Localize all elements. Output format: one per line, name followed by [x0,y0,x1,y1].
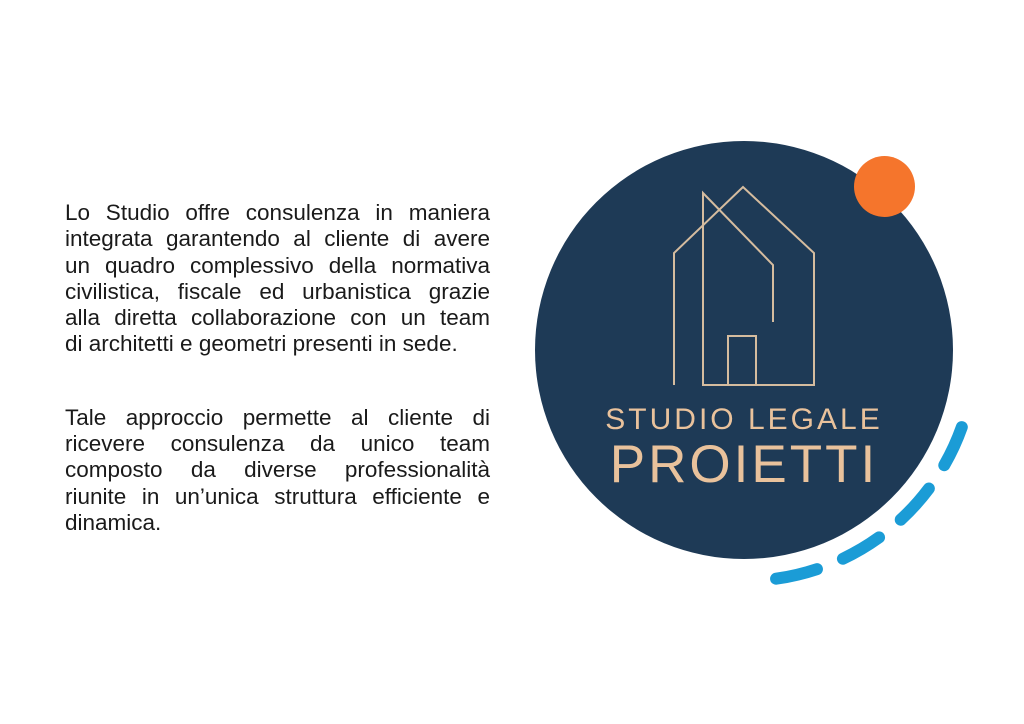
paragraph-2 [65,405,490,536]
text-line: Tale approccio permette al cliente di [65,404,490,430]
text-line: un quadro complessivo della normativa [65,252,490,278]
paragraph-1 [65,200,490,358]
text-line: ricevere consulenza da unico team [65,431,490,457]
logo-title-proietti: PROIETTI [609,435,879,494]
text-line: di architetti e geometri presenti in sede. [65,331,458,357]
text-line: Lo Studio offre consulenza in maniera [65,200,490,225]
text-line: civilistica, fiscale ed urbanistica grazie [65,278,490,304]
text-line: integrata garantendo al cliente di avere [65,226,490,252]
text-line: alla diretta collaborazione con un team [65,305,490,331]
text-line: composto da diverse professionalità [65,457,490,483]
orange-dot-icon [854,156,915,217]
text-line: dinamica. [65,509,162,535]
body-text-column [65,200,490,536]
logo-title-studio-legale: STUDIO LEGALE [605,403,883,436]
text-line: riunite in un’unica struttura efficiente e [65,483,490,509]
